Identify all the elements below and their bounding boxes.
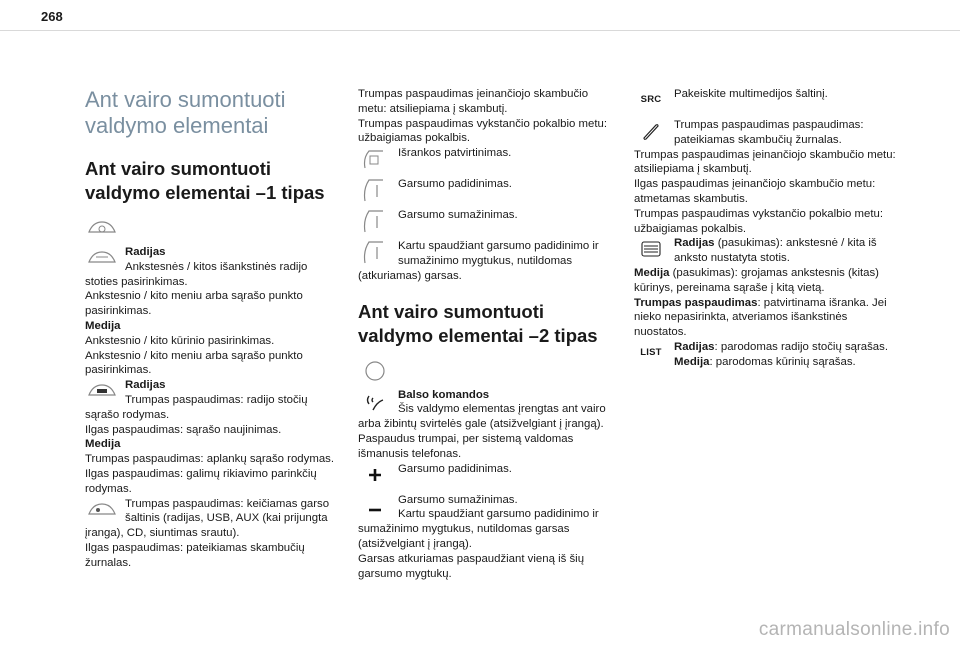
block-title: Medija [85, 319, 121, 332]
watermark: carmanualsonline.info [758, 619, 950, 640]
intro-line: Trumpas paspaudimas įeinančiojo skambučio metu: atsiliepiama į skambutį. [358, 88, 589, 115]
steering-list-icon [85, 379, 119, 403]
subsection-title-type2: Ant vairo sumontuoti valdymo elementai –2 tipas [358, 300, 598, 346]
wheel-media-text: (pasukimas): grojamas ankstesnis (kitas) kūrinys, pereinama sąraše į kitą vietą. [634, 266, 879, 294]
block-line: Ankstesnės / kitos išankstinės radijo stoties pasirinkimas. [85, 260, 308, 288]
list-media-title: Medija [674, 355, 710, 368]
steering-mute-icon [358, 240, 392, 264]
item-minus [358, 493, 616, 582]
block-radijas-2 [85, 378, 340, 496]
block-line: Paspaudus trumpai, per sistemą valdomas išmanusis telefonas. [358, 432, 574, 460]
steering-control-icon [358, 359, 392, 383]
item-text: Trumpas paspaudimas įeinančiojo skambučio metu: atsiliepiama į skambutį. [634, 148, 896, 176]
item-text: Trumpas paspaudimas paspaudimas: pateikiamas skambučių žurnalas. [674, 119, 864, 146]
voice-command-icon [358, 389, 392, 413]
item-text: Išrankos patvirtinimas. [398, 147, 512, 160]
minus-icon [358, 494, 392, 518]
press-text: : patvirtinama išranka. Jei nieko nepasirinkta, atveriamos išankstinės nuostatos. [634, 296, 887, 339]
item-list [634, 340, 896, 370]
press-title: Trumpas paspaudimas [634, 296, 758, 309]
item-text: Garsas atkuriamas paspaudžiant vieną iš šių garsumo mygtukų. [358, 552, 585, 580]
steering-source-icon [85, 498, 119, 522]
steering-control-icon [85, 216, 119, 240]
header-divider [0, 30, 960, 31]
list-title: Radijas [674, 340, 715, 353]
block-line: Trumpas paspaudimas: radijo stočių sąrašo rodymas. [85, 393, 308, 421]
block-line: Ilgas paspaudimas: pateikiamas skambučių žurnalas. [85, 541, 305, 569]
src-icon: SRC [640, 93, 662, 105]
item-text: Garsumo sumažinimas. [398, 493, 518, 506]
page-number: 268 [41, 9, 63, 24]
subsection-title-type1: Ant vairo sumontuoti valdymo elementai –1 tipas [85, 158, 325, 203]
item-confirm [358, 146, 616, 171]
item-text: Garsumo padidinimas. [398, 178, 512, 191]
item-text: Pakeiskite multimedijos šaltinį. [674, 88, 828, 100]
list-media-text: : parodomas kūrinių sąrašas. [709, 355, 856, 368]
thumbwheel-icon [634, 237, 668, 261]
wheel-media-title: Medija [634, 266, 670, 279]
column-3 [634, 87, 896, 370]
block-line: Ilgas paspaudimas: sąrašo naujinimas. [85, 423, 282, 436]
item-volume-up [358, 177, 616, 202]
block-line: Ankstesnio / kito meniu arba sąrašo punkto pasirinkimas. [85, 349, 303, 377]
item-mute [358, 239, 616, 283]
item-wheel [634, 236, 896, 340]
control-overview-row-2 [358, 358, 616, 388]
steering-confirm-icon [358, 147, 392, 171]
block-line: Trumpas paspaudimas: keičiamas garso šaltinis (radijas, USB, AUX (kai prijungta įranga), CD, siuntimas srautu). [85, 497, 330, 540]
steering-radio-icon [85, 246, 119, 270]
phone-icon [634, 119, 668, 143]
item-volume-down [358, 208, 616, 233]
item-text: Kartu spaudžiant garsumo padidinimo ir sumažinimo mygtukus, nutildomas garsas (atsižvelgiant į įrangą). [358, 508, 599, 550]
block-voice [358, 388, 616, 462]
item-phone [634, 118, 896, 236]
block-radijas-1 [85, 245, 340, 378]
block-line: Ilgas paspaudimas: galimų rikiavimo parinkčių rodymas. [85, 467, 317, 495]
block-title: Radijas [125, 379, 166, 392]
plus-icon [358, 463, 392, 487]
block-source [85, 497, 340, 571]
wheel-title: Radijas [674, 237, 715, 250]
block-title: Radijas [125, 246, 166, 258]
block-line: Ankstesnio / kito kūrinio pasirinkimas. [85, 334, 275, 347]
block-line: Šis valdymo elementas įrengtas ant vairo arba žibintų svirtelės gale (atsižvelgiant į įrangą). [358, 403, 606, 431]
block-title: Medija [85, 438, 121, 451]
column-1 [85, 87, 340, 571]
column-2 [358, 87, 616, 581]
item-text: Ilgas paspaudimas įeinančiojo skambučio metu: atmetamas skambutis. [634, 178, 876, 205]
item-src [634, 87, 896, 112]
item-text: Garsumo padidinimas. [398, 462, 512, 475]
block-line: Ankstesnio / kito meniu arba sąrašo punkto pasirinkimas. [85, 290, 303, 318]
control-overview-row [85, 215, 340, 245]
steering-volume-down-icon [358, 209, 392, 233]
item-plus [358, 462, 616, 487]
item-text: Garsumo sumažinimas. [398, 209, 518, 222]
block-line: Trumpas paspaudimas: aplankų sąrašo rodymas. [85, 453, 335, 466]
steering-volume-up-icon [358, 178, 392, 202]
wheel-text: (pasukimas): ankstesnė / kita iš anksto nustatyta stotis. [674, 237, 877, 265]
list-text: : parodomas radijo stočių sąrašas. [714, 340, 889, 353]
item-text: Trumpas paspaudimas vykstančio pokalbio metu: užbaigiamas pokalbis. [634, 207, 884, 235]
list-icon: LIST [640, 346, 662, 358]
section-title: Ant vairo sumontuoti valdymo elementai [85, 87, 286, 138]
intro-line: Trumpas paspaudimas vykstančio pokalbio metu: užbaigiamas pokalbis. [358, 117, 608, 145]
item-text: Kartu spaudžiant garsumo padidinimo ir sumažinimo mygtukus, nutildomas (atkuriamas) garsas. [358, 240, 599, 282]
block-title: Balso komandos [398, 388, 490, 401]
